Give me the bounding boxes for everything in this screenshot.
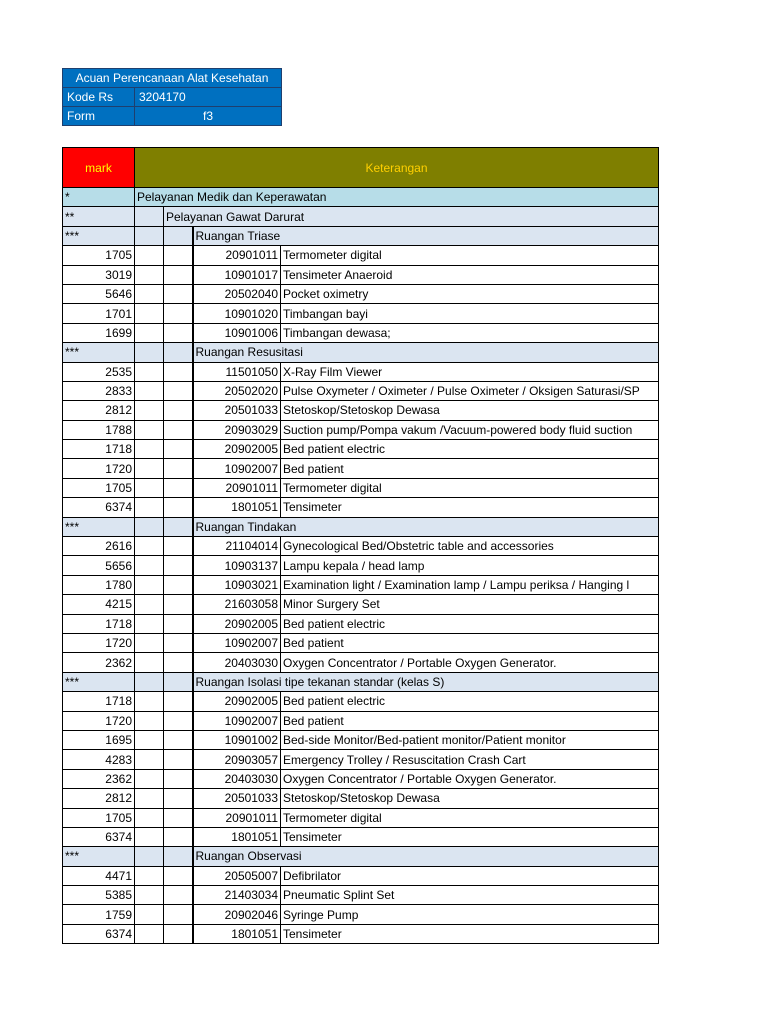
empty-cell[interactable] bbox=[135, 537, 164, 556]
table-row bbox=[63, 537, 659, 556]
code-cell[interactable]: 10902007 bbox=[193, 459, 281, 478]
mark-cell[interactable]: 1788 bbox=[63, 420, 135, 439]
item-label-cell[interactable]: Stetoskop/Stetoskop Dewasa bbox=[281, 401, 659, 420]
code-cell[interactable]: 21403034 bbox=[193, 886, 281, 905]
table-row bbox=[63, 575, 659, 594]
table-row bbox=[63, 440, 659, 459]
empty-cell[interactable] bbox=[135, 633, 164, 652]
table-row bbox=[63, 769, 659, 788]
item-label-cell[interactable]: Tensimeter bbox=[281, 498, 659, 517]
item-label-cell[interactable]: Bed patient bbox=[281, 633, 659, 652]
item-label-cell[interactable]: Gynecological Bed/Obstetric table and accessories bbox=[281, 537, 659, 556]
item-label-cell[interactable]: Emergency Trolley / Resuscitation Crash Cart bbox=[281, 750, 659, 769]
table-row bbox=[63, 517, 659, 536]
item-label-cell[interactable]: Termometer digital bbox=[281, 808, 659, 827]
table-row bbox=[63, 226, 659, 245]
item-label-cell[interactable]: Stetoskop/Stetoskop Dewasa bbox=[281, 789, 659, 808]
column-header-mark: mark bbox=[63, 148, 135, 188]
mark-cell[interactable]: 4215 bbox=[63, 595, 135, 614]
item-label-cell[interactable]: Suction pump/Pompa vakum /Vacuum-powered body fluid suction bbox=[281, 420, 659, 439]
subsection-label-cell[interactable]: Pelayanan Gawat Darurat bbox=[164, 207, 659, 226]
code-cell[interactable]: 20501033 bbox=[193, 789, 281, 808]
empty-cell[interactable] bbox=[135, 459, 164, 478]
code-cell[interactable]: 10903021 bbox=[193, 575, 281, 594]
code-cell[interactable]: 20403030 bbox=[193, 653, 281, 672]
item-label-cell[interactable]: Pneumatic Splint Set bbox=[281, 886, 659, 905]
table-row bbox=[63, 362, 659, 381]
empty-cell[interactable] bbox=[164, 323, 193, 342]
table-row bbox=[63, 672, 659, 691]
code-cell[interactable]: 20901011 bbox=[193, 478, 281, 497]
form-value[interactable]: f3 bbox=[135, 107, 282, 126]
empty-cell[interactable] bbox=[135, 750, 164, 769]
empty-cell[interactable] bbox=[164, 924, 193, 943]
empty-cell[interactable] bbox=[164, 595, 193, 614]
code-cell[interactable]: 1801051 bbox=[193, 498, 281, 517]
code-cell[interactable]: 20903057 bbox=[193, 750, 281, 769]
item-label-cell[interactable]: Bed-side Monitor/Bed-patient monitor/Patient monitor bbox=[281, 730, 659, 749]
empty-cell[interactable] bbox=[135, 323, 164, 342]
code-cell[interactable]: 20403030 bbox=[193, 769, 281, 788]
table-row bbox=[63, 595, 659, 614]
empty-cell[interactable] bbox=[135, 478, 164, 497]
code-cell[interactable]: 10901017 bbox=[193, 265, 281, 284]
mark-cell[interactable]: 5385 bbox=[63, 886, 135, 905]
code-cell[interactable]: 20903029 bbox=[193, 420, 281, 439]
empty-cell[interactable] bbox=[164, 672, 193, 691]
code-cell[interactable]: 11501050 bbox=[193, 362, 281, 381]
mark-cell[interactable]: 1701 bbox=[63, 304, 135, 323]
empty-cell[interactable] bbox=[135, 595, 164, 614]
level-marker-cell[interactable]: *** bbox=[63, 847, 135, 866]
empty-cell[interactable] bbox=[135, 498, 164, 517]
mark-cell[interactable]: 4283 bbox=[63, 750, 135, 769]
level-marker-cell[interactable]: *** bbox=[63, 517, 135, 536]
room-label-cell[interactable]: Ruangan Resusitasi bbox=[193, 343, 659, 362]
empty-cell[interactable] bbox=[135, 924, 164, 943]
empty-cell[interactable] bbox=[135, 207, 164, 226]
table-row bbox=[63, 246, 659, 265]
kode-value[interactable]: 3204170 bbox=[135, 88, 282, 107]
empty-cell[interactable] bbox=[164, 575, 193, 594]
item-label-cell[interactable]: Minor Surgery Set bbox=[281, 595, 659, 614]
item-label-cell[interactable]: Tensimeter bbox=[281, 924, 659, 943]
table-row bbox=[63, 789, 659, 808]
table-row bbox=[63, 653, 659, 672]
mark-cell[interactable]: 1705 bbox=[63, 246, 135, 265]
mark-cell[interactable]: 6374 bbox=[63, 498, 135, 517]
empty-cell[interactable] bbox=[135, 769, 164, 788]
table-row bbox=[63, 207, 659, 226]
table-row bbox=[63, 304, 659, 323]
code-cell[interactable]: 1801051 bbox=[193, 827, 281, 846]
empty-cell[interactable] bbox=[164, 808, 193, 827]
empty-cell[interactable] bbox=[135, 362, 164, 381]
table-row bbox=[63, 808, 659, 827]
empty-cell[interactable] bbox=[135, 808, 164, 827]
empty-cell[interactable] bbox=[164, 246, 193, 265]
mark-cell[interactable]: 1718 bbox=[63, 614, 135, 633]
mark-cell[interactable]: 6374 bbox=[63, 827, 135, 846]
empty-cell[interactable] bbox=[135, 886, 164, 905]
code-cell[interactable]: 21104014 bbox=[193, 537, 281, 556]
table-row bbox=[63, 323, 659, 342]
code-cell[interactable]: 20902005 bbox=[193, 440, 281, 459]
mark-cell[interactable]: 1699 bbox=[63, 323, 135, 342]
empty-cell[interactable] bbox=[164, 692, 193, 711]
mark-cell[interactable]: 1780 bbox=[63, 575, 135, 594]
table-header bbox=[63, 148, 659, 188]
empty-cell[interactable] bbox=[164, 284, 193, 303]
empty-cell[interactable] bbox=[164, 498, 193, 517]
table-row bbox=[63, 924, 659, 943]
empty-cell[interactable] bbox=[164, 381, 193, 400]
mark-cell[interactable]: 2362 bbox=[63, 769, 135, 788]
table-row bbox=[63, 459, 659, 478]
empty-cell[interactable] bbox=[164, 362, 193, 381]
empty-cell[interactable] bbox=[135, 246, 164, 265]
mark-cell[interactable]: 1705 bbox=[63, 478, 135, 497]
empty-cell[interactable] bbox=[135, 866, 164, 885]
item-label-cell[interactable]: Syringe Pump bbox=[281, 905, 659, 924]
empty-cell[interactable] bbox=[164, 827, 193, 846]
empty-cell[interactable] bbox=[164, 886, 193, 905]
level-marker-cell[interactable]: ** bbox=[63, 207, 135, 226]
table-row bbox=[63, 401, 659, 420]
table-row bbox=[63, 750, 659, 769]
empty-cell[interactable] bbox=[135, 905, 164, 924]
empty-cell[interactable] bbox=[164, 769, 193, 788]
mark-cell[interactable]: 2812 bbox=[63, 789, 135, 808]
empty-cell[interactable] bbox=[164, 633, 193, 652]
mark-cell[interactable]: 5656 bbox=[63, 556, 135, 575]
item-label-cell[interactable]: Termometer digital bbox=[281, 246, 659, 265]
table-row bbox=[63, 381, 659, 400]
table-row bbox=[63, 188, 659, 207]
empty-cell[interactable] bbox=[164, 265, 193, 284]
empty-cell[interactable] bbox=[164, 614, 193, 633]
empty-cell[interactable] bbox=[135, 653, 164, 672]
info-block bbox=[62, 68, 282, 126]
mark-cell[interactable]: 6374 bbox=[63, 924, 135, 943]
empty-cell[interactable] bbox=[164, 750, 193, 769]
level-marker-cell[interactable]: * bbox=[63, 188, 135, 207]
mark-cell[interactable]: 1720 bbox=[63, 459, 135, 478]
empty-cell[interactable] bbox=[164, 711, 193, 730]
item-label-cell[interactable]: Timbangan bayi bbox=[281, 304, 659, 323]
empty-cell[interactable] bbox=[164, 401, 193, 420]
item-label-cell[interactable]: Bed patient electric bbox=[281, 440, 659, 459]
code-cell[interactable]: 21603058 bbox=[193, 595, 281, 614]
table-row bbox=[63, 633, 659, 652]
item-label-cell[interactable]: Tensimeter bbox=[281, 827, 659, 846]
mark-cell[interactable]: 1720 bbox=[63, 711, 135, 730]
code-cell[interactable]: 10903137 bbox=[193, 556, 281, 575]
empty-cell[interactable] bbox=[135, 401, 164, 420]
item-label-cell[interactable]: Tensimeter Anaeroid bbox=[281, 265, 659, 284]
mark-cell[interactable]: 4471 bbox=[63, 866, 135, 885]
table-row bbox=[63, 847, 659, 866]
table-row bbox=[63, 498, 659, 517]
empty-cell[interactable] bbox=[135, 711, 164, 730]
mark-cell[interactable]: 2616 bbox=[63, 537, 135, 556]
empty-cell[interactable] bbox=[164, 478, 193, 497]
empty-cell[interactable] bbox=[164, 226, 193, 245]
item-label-cell[interactable]: Timbangan dewasa; bbox=[281, 323, 659, 342]
table-row bbox=[63, 556, 659, 575]
empty-cell[interactable] bbox=[135, 827, 164, 846]
empty-cell[interactable] bbox=[135, 343, 164, 362]
level-marker-cell[interactable]: *** bbox=[63, 343, 135, 362]
item-label-cell[interactable]: Examination light / Examination lamp / Lampu periksa / Hanging l bbox=[281, 575, 659, 594]
code-cell[interactable]: 20505007 bbox=[193, 866, 281, 885]
empty-cell[interactable] bbox=[164, 537, 193, 556]
code-cell[interactable]: 10901020 bbox=[193, 304, 281, 323]
table-row bbox=[63, 866, 659, 885]
table-row bbox=[63, 420, 659, 439]
code-cell[interactable]: 10901002 bbox=[193, 730, 281, 749]
code-cell[interactable]: 20901011 bbox=[193, 808, 281, 827]
empty-cell[interactable] bbox=[135, 284, 164, 303]
level-marker-cell[interactable]: *** bbox=[63, 672, 135, 691]
room-label-cell[interactable]: Ruangan Isolasi tipe tekanan standar (kelas S) bbox=[193, 672, 659, 691]
empty-cell[interactable] bbox=[135, 730, 164, 749]
empty-cell[interactable] bbox=[164, 730, 193, 749]
item-label-cell[interactable]: Pulse Oxymeter / Oximeter / Pulse Oximeter / Oksigen Saturasi/SP bbox=[281, 381, 659, 400]
empty-cell[interactable] bbox=[135, 789, 164, 808]
code-cell[interactable]: 20902005 bbox=[193, 614, 281, 633]
empty-cell[interactable] bbox=[164, 343, 193, 362]
mark-cell[interactable]: 1720 bbox=[63, 633, 135, 652]
empty-cell[interactable] bbox=[135, 265, 164, 284]
item-label-cell[interactable]: Bed patient electric bbox=[281, 692, 659, 711]
empty-cell[interactable] bbox=[164, 440, 193, 459]
code-cell[interactable]: 20901011 bbox=[193, 246, 281, 265]
mark-cell[interactable]: 5646 bbox=[63, 284, 135, 303]
empty-cell[interactable] bbox=[135, 381, 164, 400]
table-row bbox=[63, 711, 659, 730]
code-cell[interactable]: 10901006 bbox=[193, 323, 281, 342]
column-header-keterangan: Keterangan bbox=[135, 148, 659, 188]
empty-cell[interactable] bbox=[164, 420, 193, 439]
item-label-cell[interactable]: Oxygen Concentrator / Portable Oxygen Generator. bbox=[281, 653, 659, 672]
empty-cell[interactable] bbox=[164, 304, 193, 323]
code-cell[interactable]: 10902007 bbox=[193, 711, 281, 730]
empty-cell[interactable] bbox=[135, 847, 164, 866]
info-title: Acuan Perencanaan Alat Kesehatan bbox=[63, 69, 282, 88]
code-cell[interactable]: 1801051 bbox=[193, 924, 281, 943]
item-label-cell[interactable]: Bed patient electric bbox=[281, 614, 659, 633]
code-cell[interactable]: 20902005 bbox=[193, 692, 281, 711]
table-row bbox=[63, 692, 659, 711]
table-row bbox=[63, 265, 659, 284]
mark-cell[interactable]: 1718 bbox=[63, 440, 135, 459]
empty-cell[interactable] bbox=[164, 905, 193, 924]
form-label: Form bbox=[63, 107, 135, 126]
section-label-cell[interactable]: Pelayanan Medik dan Keperawatan bbox=[135, 188, 659, 207]
room-label-cell[interactable]: Ruangan Tindakan bbox=[193, 517, 659, 536]
empty-cell[interactable] bbox=[135, 420, 164, 439]
table-row bbox=[63, 284, 659, 303]
empty-cell[interactable] bbox=[135, 226, 164, 245]
mark-cell[interactable]: 3019 bbox=[63, 265, 135, 284]
table-row bbox=[63, 905, 659, 924]
code-cell[interactable]: 10902007 bbox=[193, 633, 281, 652]
item-label-cell[interactable]: Lampu kepala / head lamp bbox=[281, 556, 659, 575]
empty-cell[interactable] bbox=[135, 614, 164, 633]
item-label-cell[interactable]: Defibrilator bbox=[281, 866, 659, 885]
item-label-cell[interactable]: Pocket oximetry bbox=[281, 284, 659, 303]
item-label-cell[interactable]: Oxygen Concentrator / Portable Oxygen Generator. bbox=[281, 769, 659, 788]
empty-cell[interactable] bbox=[164, 517, 193, 536]
empty-cell[interactable] bbox=[164, 847, 193, 866]
empty-cell[interactable] bbox=[135, 304, 164, 323]
empty-cell[interactable] bbox=[135, 692, 164, 711]
equipment-table bbox=[62, 147, 659, 944]
code-cell[interactable]: 20902046 bbox=[193, 905, 281, 924]
table-row bbox=[63, 827, 659, 846]
mark-cell[interactable]: 1718 bbox=[63, 692, 135, 711]
room-label-cell[interactable]: Ruangan Triase bbox=[193, 226, 659, 245]
mark-cell[interactable]: 2833 bbox=[63, 381, 135, 400]
code-cell[interactable]: 20501033 bbox=[193, 401, 281, 420]
mark-cell[interactable]: 1705 bbox=[63, 808, 135, 827]
empty-cell[interactable] bbox=[135, 672, 164, 691]
item-label-cell[interactable]: Bed patient bbox=[281, 711, 659, 730]
table-row bbox=[63, 478, 659, 497]
empty-cell[interactable] bbox=[164, 653, 193, 672]
room-label-cell[interactable]: Ruangan Observasi bbox=[193, 847, 659, 866]
mark-cell[interactable]: 1695 bbox=[63, 730, 135, 749]
item-label-cell[interactable]: X-Ray Film Viewer bbox=[281, 362, 659, 381]
item-label-cell[interactable]: Termometer digital bbox=[281, 478, 659, 497]
empty-cell[interactable] bbox=[164, 556, 193, 575]
mark-cell[interactable]: 2535 bbox=[63, 362, 135, 381]
empty-cell[interactable] bbox=[135, 556, 164, 575]
mark-cell[interactable]: 2362 bbox=[63, 653, 135, 672]
code-cell[interactable]: 20502020 bbox=[193, 381, 281, 400]
empty-cell[interactable] bbox=[164, 789, 193, 808]
level-marker-cell[interactable]: *** bbox=[63, 226, 135, 245]
empty-cell[interactable] bbox=[135, 440, 164, 459]
mark-cell[interactable]: 1759 bbox=[63, 905, 135, 924]
empty-cell[interactable] bbox=[164, 459, 193, 478]
kode-label: Kode Rs bbox=[63, 88, 135, 107]
table-row bbox=[63, 343, 659, 362]
empty-cell[interactable] bbox=[135, 517, 164, 536]
code-cell[interactable]: 20502040 bbox=[193, 284, 281, 303]
empty-cell[interactable] bbox=[135, 575, 164, 594]
empty-cell[interactable] bbox=[164, 866, 193, 885]
table-row bbox=[63, 886, 659, 905]
mark-cell[interactable]: 2812 bbox=[63, 401, 135, 420]
table-row bbox=[63, 730, 659, 749]
table-row bbox=[63, 614, 659, 633]
item-label-cell[interactable]: Bed patient bbox=[281, 459, 659, 478]
